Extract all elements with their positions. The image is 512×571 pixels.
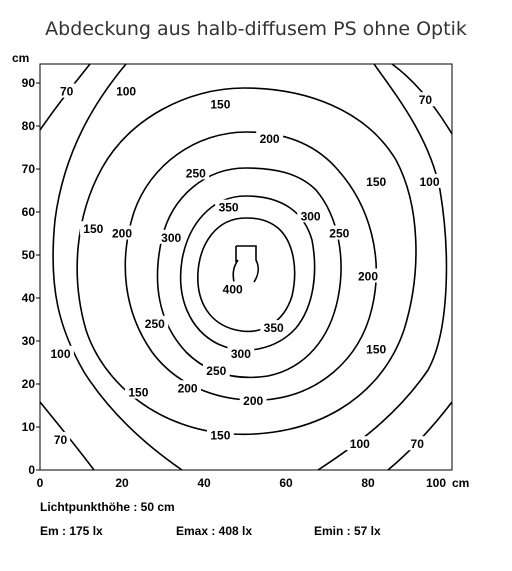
mean-illuminance-label: Em : 175 lx xyxy=(40,524,103,538)
contour-level-label: 200 xyxy=(177,381,198,396)
x-tick-label: 60 xyxy=(279,476,293,490)
x-unit-label: cm xyxy=(452,476,470,490)
contour-level-label: 70 xyxy=(53,432,68,447)
contour-level-label: 350 xyxy=(263,321,284,336)
contour-level-label: 300 xyxy=(161,230,182,245)
x-tick-label: 100 xyxy=(425,476,447,490)
y-tick-label: 90 xyxy=(21,76,35,90)
contour-level-label: 150 xyxy=(366,174,387,189)
contour-level-label: 300 xyxy=(300,209,321,224)
contour-level-label: 150 xyxy=(83,222,104,237)
y-tick-label: 10 xyxy=(21,420,35,434)
y-tick-label: 70 xyxy=(21,162,35,176)
y-tick-label: 20 xyxy=(21,377,35,391)
y-tick-label: 60 xyxy=(21,205,35,219)
contour-level-label: 250 xyxy=(329,226,350,241)
min-illuminance-label: Emin : 57 lx xyxy=(314,524,381,538)
chart-title: Abdeckung aus halb-diffusem PS ohne Optik xyxy=(45,18,467,40)
contour-level-label: 100 xyxy=(419,174,440,189)
x-tick-label: 20 xyxy=(115,476,129,490)
contour-labels xyxy=(47,84,443,452)
contour-level-label: 150 xyxy=(366,342,387,357)
contour-level-label: 150 xyxy=(210,428,231,443)
contour-350 xyxy=(198,218,295,331)
contour-level-label: 70 xyxy=(410,437,424,452)
contour-level-label: 200 xyxy=(243,394,264,409)
contour-lines xyxy=(40,64,452,470)
x-tick-label: 0 xyxy=(36,476,44,490)
contour-level-label: 200 xyxy=(357,269,379,284)
y-tick-label: 80 xyxy=(21,119,35,133)
x-tick-label: 40 xyxy=(197,476,211,490)
contour-level-label: 250 xyxy=(206,364,227,379)
contour-level-label: 70 xyxy=(59,84,74,99)
contour-level-label: 300 xyxy=(230,346,251,361)
contour-level-label: 150 xyxy=(128,385,149,400)
contour-level-label: 100 xyxy=(50,346,71,361)
y-tick-label: 40 xyxy=(21,291,35,305)
contour-level-label: 200 xyxy=(259,131,280,146)
plot-frame xyxy=(40,64,452,470)
contour-level-label: 150 xyxy=(210,97,231,112)
y-axis-ticks xyxy=(22,76,36,477)
contour-70-bottom-right xyxy=(388,402,452,470)
y-tick-label: 30 xyxy=(21,334,35,348)
mounting-height-label: Lichtpunkthöhe : 50 cm xyxy=(40,500,175,514)
x-axis-ticks xyxy=(37,476,447,490)
y-unit-label: cm xyxy=(12,51,30,65)
contour-level-label: 250 xyxy=(185,166,206,181)
y-tick-marks xyxy=(36,83,40,470)
contour-level-label: 250 xyxy=(144,316,165,331)
contour-level-label: 400 xyxy=(222,282,243,297)
y-tick-label: 0 xyxy=(28,463,35,477)
contour-150 xyxy=(77,88,416,434)
x-tick-label: 80 xyxy=(361,476,375,490)
contour-level-label: 350 xyxy=(218,200,239,215)
contour-level-label: 100 xyxy=(116,84,137,99)
contour-100 xyxy=(53,64,446,470)
max-illuminance-label: Emax : 408 lx xyxy=(176,524,253,538)
contour-level-label: 70 xyxy=(418,93,433,108)
y-tick-label: 50 xyxy=(21,248,35,262)
contour-400 xyxy=(233,246,258,282)
contour-level-label: 200 xyxy=(111,226,133,241)
contour-level-label: 100 xyxy=(349,437,370,452)
